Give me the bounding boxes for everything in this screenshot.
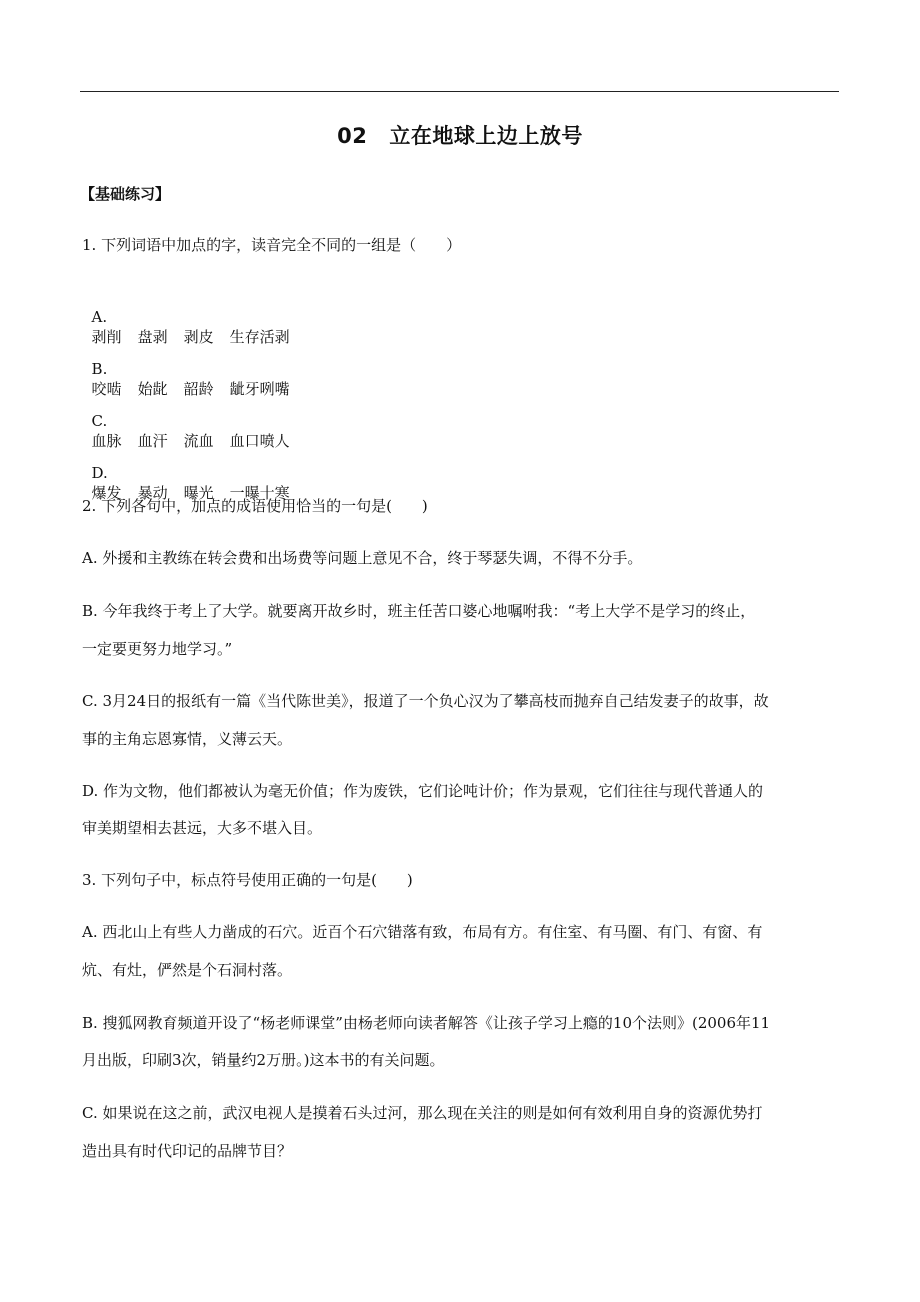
q3-option-b-line2: 月出版，印刷3次，销量约2万册。)这本书的有关问题。 [82,1051,445,1069]
page-title [0,120,920,150]
option-word: 血口喷人 [229,432,290,450]
q1-option-c [82,391,290,451]
q2-option-b-line1: B. 今年我终于考上了大学。就要离开故乡时，班主任苦口婆心地嘱咐我：“考上大学不是学习的终止， [82,602,756,620]
q1-option-d [82,443,290,503]
q2-stem: 2. 下列各句中，加点的成语使用恰当的一句是( ) [82,497,428,515]
option-label: D. [91,464,108,482]
q2-option-c-line2: 事的主角忘恩寡情，义薄云天。 [82,730,293,748]
option-word: 剥削 [91,328,122,346]
q3-option-c-line1: C. 如果说在这之前，武汉电视人是摸着石头过河，那么现在关注的则是如何有效利用自身的资源优势打 [82,1104,763,1122]
option-label: A. [91,308,108,326]
option-word: 咬啮 [91,380,122,398]
option-label: B. [91,360,108,378]
lesson-title: 立在地球上边上放号 [389,124,583,148]
q3-stem: 3. 下列句子中，标点符号使用正确的一句是( ) [82,871,413,889]
q1-option-a [82,287,290,347]
option-word: 生存活剥 [229,328,290,346]
q2-option-d-line2: 审美期望相去甚远，大多不堪入目。 [82,819,323,837]
option-word: 龇牙咧嘴 [229,380,290,398]
q3-option-b-line1: B. 搜狐网教育频道开设了“杨老师课堂”由杨老师向读者解答《让孩子学习上瘾的10个法则》(2006年11 [82,1014,771,1032]
q1-stem: 1. 下列词语中加点的字，读音完全不同的一组是（ ） [82,236,462,254]
option-word: 暴动 [137,484,168,502]
option-word: 流血 [183,432,214,450]
q2-option-a: A. 外援和主教练在转会费和出场费等问题上意见不合，终于琴瑟失调，不得不分手。 [82,549,643,567]
option-label: C. [91,412,108,430]
header-rule [80,91,839,92]
option-word: 一曝十寒 [229,484,290,502]
q2-option-c-line1: C. 3月24日的报纸有一篇《当代陈世美》，报道了一个负心汉为了攀高枝而抛弃自己结发妻子的故事，故 [82,692,769,710]
option-word: 血脉 [91,432,122,450]
q2-option-d-line1: D. 作为文物，他们都被认为毫无价值；作为废铁，它们论吨计价；作为景观，它们往往与现代普通人的 [82,782,764,800]
lesson-number: 02 [337,124,368,148]
section-heading: 【基础练习】 [80,185,171,203]
option-word: 盘剥 [137,328,168,346]
option-word: 始龀 [137,380,168,398]
q2-option-b-line2: 一定要更努力地学习。” [82,640,233,658]
option-word: 韶龄 [183,380,214,398]
option-word: 曝光 [183,484,214,502]
q3-option-c-line2: 造出具有时代印记的品牌节目？ [82,1142,293,1160]
q1-option-b [82,339,290,399]
option-word: 爆发 [91,484,122,502]
option-word: 剥皮 [183,328,214,346]
q3-option-a-line1: A. 西北山上有些人力凿成的石穴。近百个石穴错落有致，布局有方。有住室、有马圈、有门、有窗、有 [82,923,763,941]
option-word: 血汗 [137,432,168,450]
q3-option-a-line2: 炕、有灶，俨然是个石洞村落。 [82,961,293,979]
